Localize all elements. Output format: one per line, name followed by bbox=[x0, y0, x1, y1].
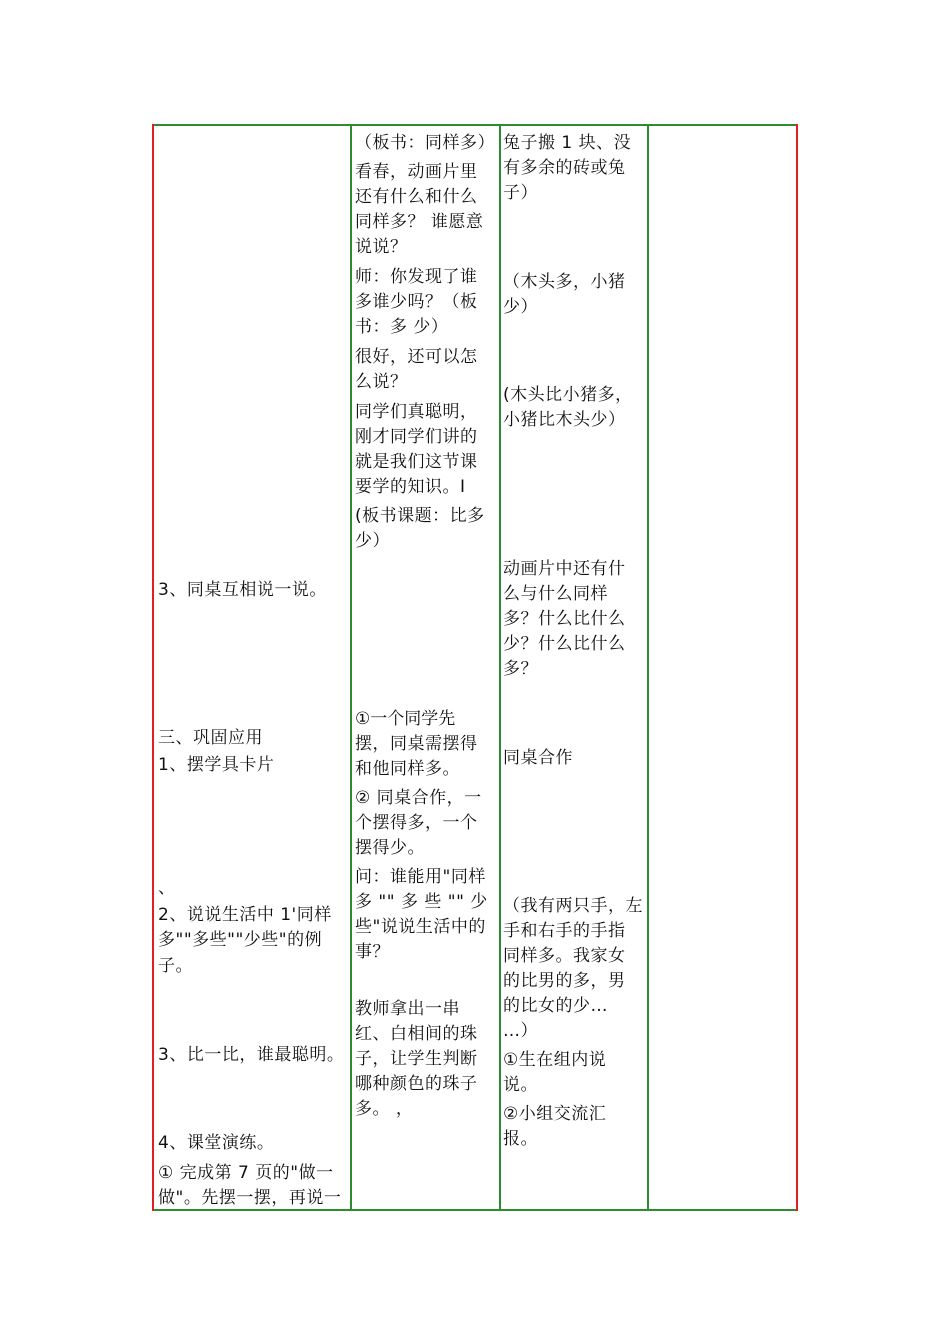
col1-comma: 、 bbox=[158, 878, 176, 898]
col2-beads-line5: 多。 ， bbox=[355, 1099, 414, 1119]
col3-hands-line5: 的比女的少… bbox=[503, 996, 608, 1016]
col3-report-line2: 报。 bbox=[503, 1129, 538, 1149]
col3-hands-line6: …） bbox=[503, 1021, 538, 1041]
col2-step1-line1 bbox=[355, 707, 495, 732]
column-divider-2 bbox=[499, 124, 501, 1211]
col3-hands-line2: 手和右手的手指 bbox=[503, 921, 626, 941]
col3-hands-line3: 同样多。我家女 bbox=[503, 946, 626, 966]
col2-step2-line2: 个摆得多，一个 bbox=[355, 813, 478, 833]
col1-item-4-sub-line1: ① 完成第 7 页的"做一 bbox=[158, 1163, 334, 1183]
col3-cartoon-line4: 少？什么比什么 bbox=[503, 634, 626, 654]
col2-step1-line2: 摆，同桌需摆得 bbox=[355, 734, 478, 754]
col3-rabbit-line2: 有多余的砖或兔 bbox=[503, 158, 626, 178]
col3-rabbit-line3: 子） bbox=[503, 183, 538, 203]
col3-group-line1: ①生在组内说 bbox=[503, 1050, 607, 1070]
col2-good-line2: 么说？ bbox=[355, 372, 408, 392]
col3-hands-line4: 的比男的多，男 bbox=[503, 971, 626, 991]
col2-step1-line3: 和他同样多。 bbox=[355, 759, 460, 779]
col1-item-2-line3: 子。 bbox=[158, 956, 193, 976]
col1-item-2-line2: 多""多些""少些"的例 bbox=[158, 930, 323, 950]
col3-wood-line1: （木头多，小猪 bbox=[503, 272, 626, 292]
col1-item-4-practice: 4、课堂演练。 bbox=[158, 1133, 275, 1153]
col2-title-line1: (板书课题：比多 bbox=[355, 506, 485, 526]
col2-teacher-line2: 多谁少吗？（板 bbox=[355, 292, 478, 312]
column-divider-1 bbox=[350, 124, 352, 1211]
col1-item-3-desk: 3、同桌互相说一说。 bbox=[158, 580, 327, 600]
col2-beads-line2: 红、白相间的珠 bbox=[355, 1024, 478, 1044]
col2-spring-line4: 说说？ bbox=[355, 237, 408, 257]
col1-item-1-cards: 1、摆学具卡片 bbox=[158, 755, 275, 775]
col3-group-line2: 说。 bbox=[503, 1075, 538, 1095]
col2-beads-line1: 教师拿出一串 bbox=[355, 999, 460, 1019]
col3-cartoon-line2: 么与什么同样 bbox=[503, 584, 608, 604]
table-right-border bbox=[796, 124, 798, 1211]
col1-section-three: 三、巩固应用 bbox=[158, 728, 263, 748]
col2-board-same: （板书：同样多） bbox=[355, 133, 495, 153]
col2-beads-line3: 子，让学生判断 bbox=[355, 1049, 478, 1069]
col2-smart-line3: 就是我们这节课 bbox=[355, 452, 478, 472]
col1-item-2-line1: 2、说说生活中 1'同样 bbox=[158, 905, 332, 925]
col2-title-line2: 少） bbox=[355, 531, 390, 551]
col2-spring-line3: 同样多？ 谁愿意 bbox=[355, 212, 484, 232]
col3-cartoon-line1: 动画片中还有什 bbox=[503, 559, 626, 579]
col2-good-line1: 很好，还可以怎 bbox=[355, 347, 478, 367]
col2-smart-line2: 刚才同学们讲的 bbox=[355, 427, 478, 447]
column-divider-3 bbox=[647, 124, 649, 1211]
col2-smart-line1: 同学们真聪明， bbox=[355, 402, 478, 422]
col2-step1-line1-text: ①一个同学先 bbox=[355, 709, 456, 729]
table-top-border bbox=[152, 124, 798, 126]
col3-rabbit-line1: 兔子搬 1 块、没 bbox=[503, 133, 632, 153]
col2-teacher-line1: 师：你发现了谁 bbox=[355, 267, 478, 287]
col3-wood-line2: 少） bbox=[503, 297, 538, 317]
col3-cartoon-line3: 多？什么比什么 bbox=[503, 609, 626, 629]
col2-teacher-line3: 书：多 少） bbox=[355, 317, 449, 337]
col2-ask-line3: 些"说说生活中的 bbox=[355, 917, 486, 937]
col2-beads-line4: 哪种颜色的珠子 bbox=[355, 1074, 478, 1094]
col3-report-line1: ②小组交流汇 bbox=[503, 1104, 607, 1124]
col3-desk-coop: 同桌合作 bbox=[503, 748, 573, 768]
col3-hands-line1: （我有两只手，左 bbox=[503, 896, 643, 916]
col2-spring-line1: 看春，动画片里 bbox=[355, 162, 478, 182]
col2-ask-line2: 多 "" 多 些 "" 少 bbox=[355, 892, 488, 912]
col2-ask-line1: 问：谁能用"同样 bbox=[355, 867, 486, 887]
col2-spring-line2: 还有什么和什么 bbox=[355, 187, 478, 207]
col1-item-4-sub-line2: 做"。先摆一摆，再说一 bbox=[158, 1188, 342, 1208]
col3-compare-line1: (木头比小猪多， bbox=[503, 385, 633, 405]
col3-cartoon-line5: 多？ bbox=[503, 659, 538, 679]
col1-item-3-compare: 3、比一比，谁最聪明。 bbox=[158, 1045, 345, 1065]
col2-smart-line4: 要学的知识。I bbox=[355, 477, 466, 497]
table-left-border bbox=[152, 124, 154, 1211]
col2-ask-line4: 事？ bbox=[355, 942, 390, 962]
col3-compare-line2: 小猪比木头少） bbox=[503, 410, 626, 430]
col2-step2-line3: 摆得少。 bbox=[355, 838, 425, 858]
col2-step2-line1: ② 同桌合作，一 bbox=[355, 788, 482, 808]
